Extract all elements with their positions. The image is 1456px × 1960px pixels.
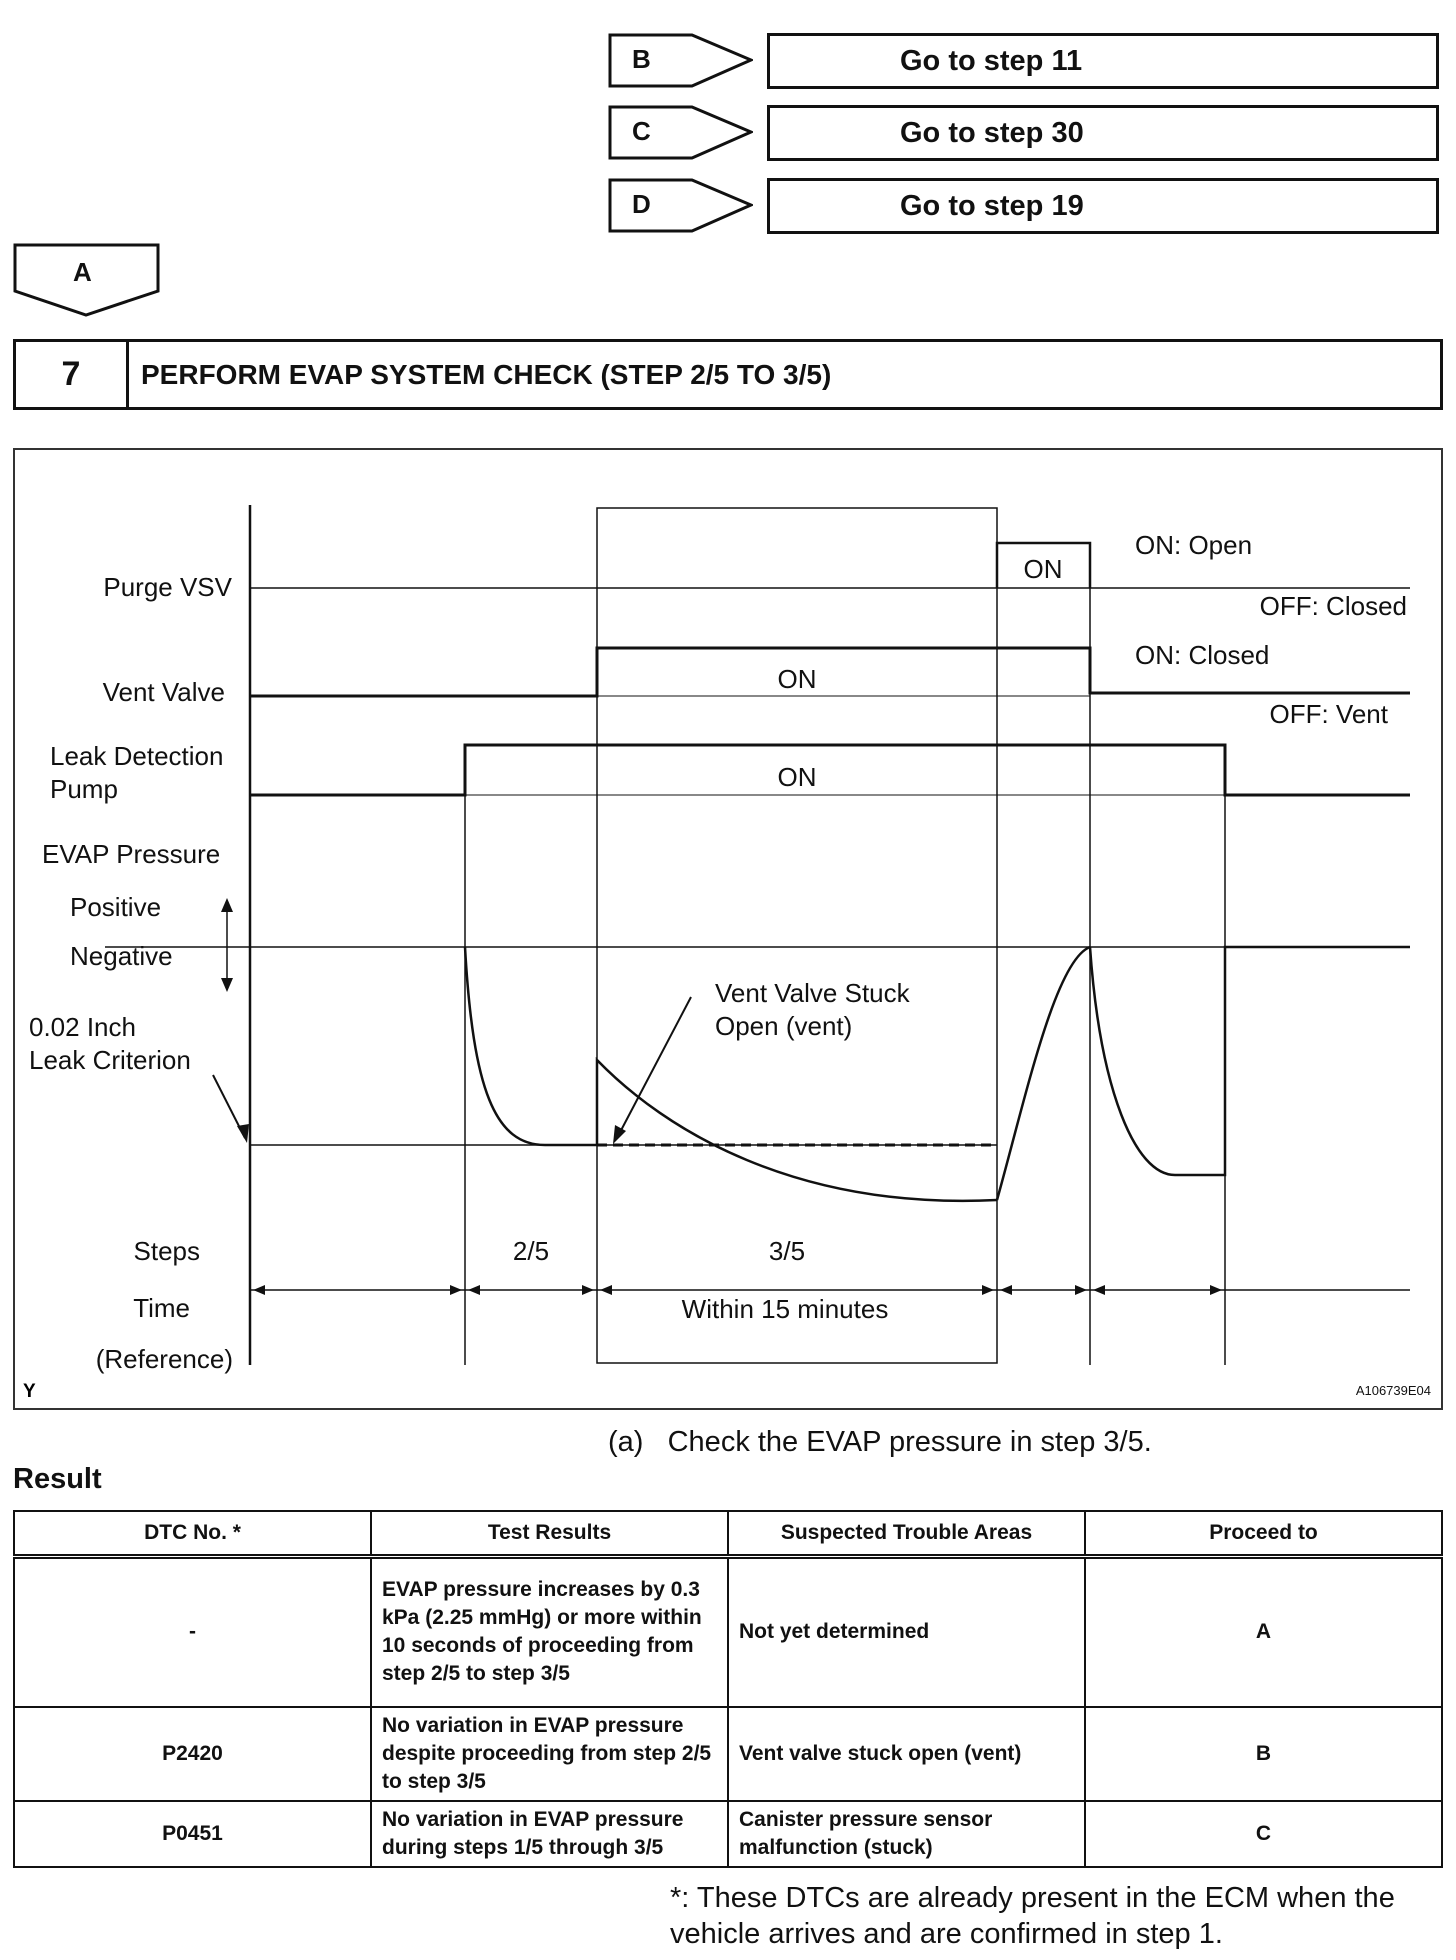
label-purge-vsv: Purge VSV [103, 572, 232, 602]
state-off-vent: OFF: Vent [1269, 699, 1388, 729]
header-proceed: Proceed to [1085, 1511, 1442, 1557]
cell-dtc: P2420 [14, 1707, 371, 1801]
step-3-5-box [597, 508, 997, 1363]
label-negative: Negative [70, 941, 173, 971]
step-number: 7 [16, 342, 129, 407]
continue-letter: A [73, 257, 92, 287]
timing-diagram [13, 448, 1443, 1410]
table-row [14, 1707, 1442, 1801]
table-row [14, 1801, 1442, 1867]
branch-letter: B [632, 44, 651, 74]
pressure-curve-2-5 [465, 947, 597, 1145]
pressure-final-curve [1090, 947, 1410, 1175]
header-trouble-areas: Suspected Trouble Areas [728, 1511, 1085, 1557]
pump-signal [250, 745, 1410, 795]
label-vent-valve: Vent Valve [102, 677, 225, 707]
label-within: Within 15 minutes [681, 1294, 889, 1324]
cell-test: No variation in EVAP pressure despite proceeding from step 2/5 to step 3/5 [371, 1707, 728, 1801]
branch-action-text: Go to step 11 [900, 45, 1083, 77]
branch-tag-c [608, 105, 753, 160]
arrowheads [221, 898, 1222, 1295]
cell-area: Canister pressure sensor malfunction (stuck) [728, 1801, 1085, 1867]
label-vent-on: ON [777, 664, 817, 694]
branch-letter: C [632, 116, 651, 146]
label-reference: (Reference) [95, 1344, 233, 1374]
label-positive: Positive [70, 892, 162, 922]
branch-action-text: Go to step 30 [900, 117, 1084, 149]
label-leak-pump: Leak Detection [50, 741, 224, 771]
label-evap-pressure: EVAP Pressure [42, 839, 221, 869]
up-arrowhead [221, 898, 233, 912]
stuck-arrow [617, 997, 691, 1138]
branch-action-c [767, 105, 1439, 161]
label-leak-pump-2: Pump [50, 774, 118, 804]
figure-caption: (a) Check the EVAP pressure in step 3/5. [608, 1426, 1152, 1458]
cell-dtc: P0451 [14, 1801, 371, 1867]
table-row [14, 1557, 1442, 1707]
state-on-closed: ON: Closed [1135, 640, 1270, 670]
branch-letter: D [632, 189, 651, 219]
step-header [13, 339, 1443, 410]
step-title: PERFORM EVAP SYSTEM CHECK (STEP 2/5 TO 3/5) [141, 359, 832, 390]
result-heading: Result [13, 1463, 102, 1495]
label-corner: Y [23, 1381, 36, 1402]
label-time: Time [133, 1293, 190, 1323]
cell-test: EVAP pressure increases by 0.3 kPa (2.25 mmHg) or more within 10 seconds of proceeding from step 2/5 to step 3/5 [371, 1557, 728, 1707]
label-step-2-5: 2/5 [512, 1236, 550, 1266]
label-steps: Steps [133, 1236, 200, 1266]
stuck-arrowhead [613, 1125, 626, 1144]
state-off-closed: OFF: Closed [1259, 591, 1407, 621]
cell-area: Vent valve stuck open (vent) [728, 1707, 1085, 1801]
cell-proceed: C [1085, 1801, 1442, 1867]
label-stuck-open-2: Open (vent) [715, 1011, 853, 1041]
label-step-3-5: 3/5 [768, 1236, 806, 1266]
criterion-arrowhead [237, 1124, 249, 1143]
branch-action-b [767, 33, 1439, 89]
timing-diagram-svg [15, 450, 1441, 1408]
cell-test: No variation in EVAP pressure during steps 1/5 through 3/5 [371, 1801, 728, 1867]
footnote: *: These DTCs are already present in the ECM when the vehicle arrives and are confirmed in step 1. [670, 1882, 1395, 1950]
branch-action-d [767, 178, 1439, 234]
pointer-tag-shape [608, 178, 753, 233]
branch-action-text: Go to step 19 [900, 190, 1084, 222]
label-stuck-open: Vent Valve Stuck [715, 978, 910, 1008]
branch-tag-d [608, 178, 753, 233]
label-criterion-2: Leak Criterion [29, 1045, 191, 1075]
header-dtc: DTC No. * [14, 1511, 371, 1557]
cell-dtc: - [14, 1557, 371, 1707]
figure-code: A106739E04 [1355, 1383, 1431, 1398]
cell-area: Not yet determined [728, 1557, 1085, 1707]
state-on-open: ON: Open [1135, 530, 1253, 560]
result-table [13, 1510, 1443, 1868]
pointer-tag-shape [608, 33, 753, 88]
pressure-recovery-curve [997, 947, 1090, 1200]
pointer-tag-shape [608, 105, 753, 160]
down-arrowhead [221, 978, 233, 992]
label-criterion: 0.02 Inch [29, 1012, 136, 1042]
header-test-results: Test Results [371, 1511, 728, 1557]
pressure-curve-3-5 [597, 1060, 997, 1201]
label-pump-on: ON [777, 762, 817, 792]
cell-proceed: B [1085, 1707, 1442, 1801]
table-header-row [14, 1511, 1442, 1557]
label-purge-on: ON [1023, 554, 1063, 584]
branch-tag-b [608, 33, 753, 88]
continue-tag-a [13, 243, 161, 318]
cell-proceed: A [1085, 1557, 1442, 1707]
